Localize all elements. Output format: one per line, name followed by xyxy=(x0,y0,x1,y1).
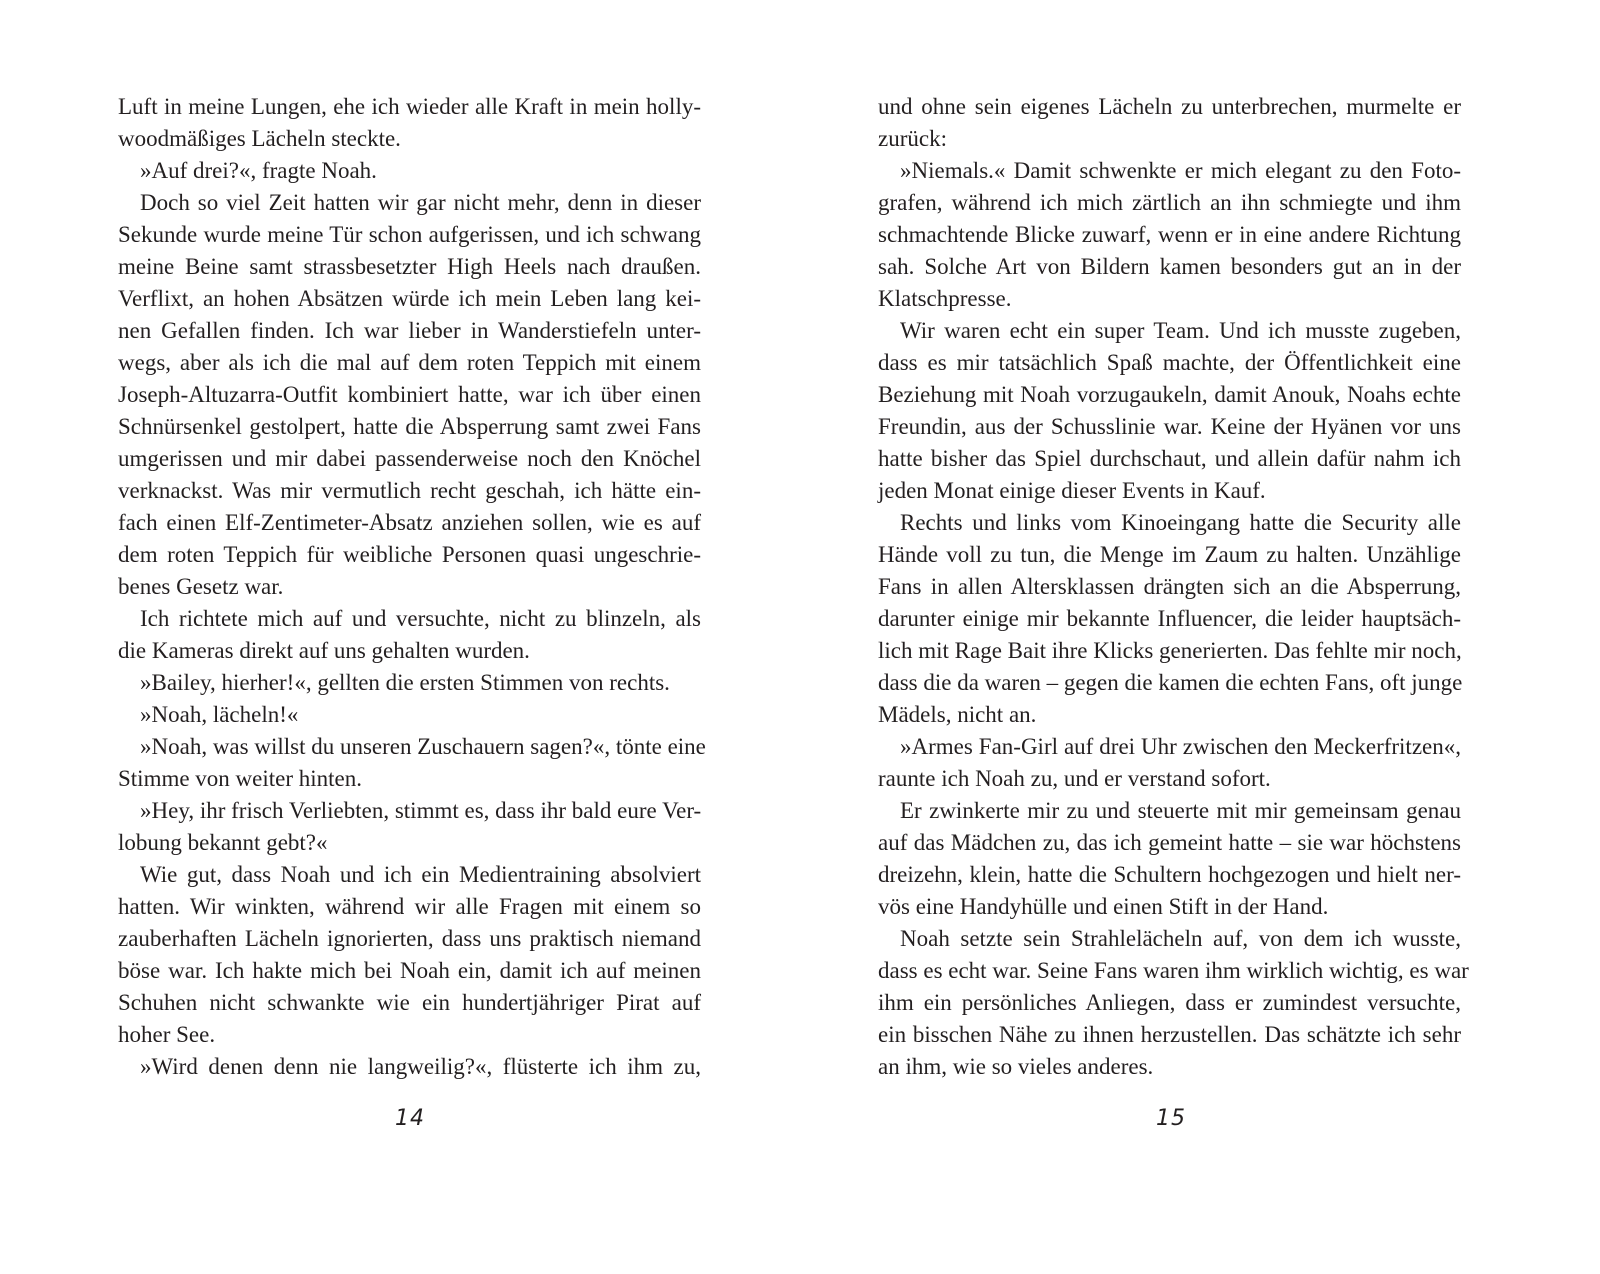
text-line: Verflixt, an hohen Absätzen würde ich mein Leben lang kei- xyxy=(118,286,701,311)
text-line: Noah setzte sein Strahlelächeln auf, von dem ich wusste, xyxy=(900,926,1461,951)
text-line: zauberhaften Lächeln ignorierten, dass uns praktisch niemand xyxy=(118,926,701,951)
text-line: Wir waren echt ein super Team. Und ich musste zugeben, xyxy=(900,318,1461,343)
right-page-text xyxy=(878,91,1469,1083)
text-line: umgerissen und mir dabei passenderweise noch den Knöchel xyxy=(118,446,701,471)
text-line: sah. Solche Art von Bildern kamen besonders gut an in der xyxy=(878,254,1461,279)
text-line: dem roten Teppich für weibliche Personen quasi ungeschrie- xyxy=(118,542,701,567)
text-line: Wie gut, dass Noah und ich ein Medientraining absolviert xyxy=(140,862,701,887)
text-line: Luft in meine Lungen, ehe ich wieder alle Kraft in mein holly- xyxy=(118,94,701,119)
text-line: wegs, aber als ich die mal auf dem roten Teppich mit einem xyxy=(118,350,701,375)
text-line: »Bailey, hierher!«, gellten die ersten Stimmen von rechts. xyxy=(140,670,670,695)
text-line: grafen, während ich mich zärtlich an ihn schmiegte und ihm xyxy=(878,190,1461,215)
text-line: darunter einige mir bekannte Influencer, die leider hauptsäch- xyxy=(878,606,1461,631)
text-line: ein bisschen Nähe zu ihnen herzustellen. Das schätzte ich sehr xyxy=(878,1022,1461,1047)
text-line: böse war. Ich hakte mich bei Noah ein, damit ich auf meinen xyxy=(118,958,701,983)
text-line: Doch so viel Zeit hatten wir gar nicht mehr, denn in dieser xyxy=(140,190,701,215)
text-line: »Noah, was willst du unseren Zuschauern sagen?«, tönte eine xyxy=(140,734,706,759)
text-line: Fans in allen Altersklassen drängten sich an die Absperrung, xyxy=(878,574,1461,599)
text-line: »Noah, lächeln!« xyxy=(140,702,299,727)
text-line: an ihm, wie so vieles anderes. xyxy=(878,1054,1154,1079)
right-page xyxy=(800,0,1600,1274)
text-line: meine Beine samt strassbesetzter High Heels nach draußen. xyxy=(118,254,701,279)
text-line: dass es mir tatsächlich Spaß machte, der Öffentlichkeit eine xyxy=(878,350,1461,375)
text-line: lich mit Rage Bait ihre Klicks generierten. Das fehlte mir noch, xyxy=(878,638,1462,663)
text-line: und ohne sein eigenes Lächeln zu unterbrechen, murmelte er xyxy=(878,94,1461,119)
text-line: benes Gesetz war. xyxy=(118,574,284,599)
text-line: Mädels, nicht an. xyxy=(878,702,1037,727)
left-page-text xyxy=(118,91,706,1083)
text-line: dreizehn, klein, hatte die Schultern hochgezogen und hielt ner- xyxy=(878,862,1461,887)
text-line: Joseph-Altuzarra-Outfit kombiniert hatte, war ich über einen xyxy=(118,382,701,407)
text-line: lobung bekannt gebt?« xyxy=(118,830,328,855)
text-line: dass es echt war. Seine Fans waren ihm wirklich wichtig, es war xyxy=(878,958,1469,983)
text-line: Freundin, aus der Schusslinie war. Keine der Hyänen vor uns xyxy=(878,414,1461,439)
text-line: »Auf drei?«, fragte Noah. xyxy=(140,158,377,183)
text-line: Ich richtete mich auf und versuchte, nicht zu blinzeln, als xyxy=(140,606,701,631)
text-line: »Hey, ihr frisch Verliebten, stimmt es, dass ihr bald eure Ver- xyxy=(140,798,702,823)
text-line: Stimme von weiter hinten. xyxy=(118,766,363,791)
text-line: jeden Monat einige dieser Events in Kauf. xyxy=(878,478,1266,503)
text-line: Schnürsenkel gestolpert, hatte die Absperrung samt zwei Fans xyxy=(118,414,701,439)
page-number-right: 15 xyxy=(1156,1106,1186,1131)
text-line: vös eine Handyhülle und einen Stift in der Hand. xyxy=(878,894,1329,919)
page-number-left: 14 xyxy=(395,1106,425,1131)
text-line: Sekunde wurde meine Tür schon aufgerissen, und ich schwang xyxy=(118,222,701,247)
text-line: dass die da waren – gegen die kamen die echten Fans, oft junge xyxy=(878,670,1463,695)
text-line: ihm ein persönliches Anliegen, dass er zumindest versuchte, xyxy=(878,990,1461,1015)
text-line: »Armes Fan-Girl auf drei Uhr zwischen den Meckerfritzen«, xyxy=(900,734,1461,759)
text-line: auf das Mädchen zu, das ich gemeint hatte – sie war höchstens xyxy=(878,830,1461,855)
text-line: Schuhen nicht schwankte wie ein hundertjähriger Pirat auf xyxy=(118,990,701,1015)
text-line: »Wird denen denn nie langweilig?«, flüsterte ich ihm zu, xyxy=(140,1054,701,1079)
text-line: Klatschpresse. xyxy=(878,286,1012,311)
text-line: nen Gefallen finden. Ich war lieber in Wanderstiefeln unter- xyxy=(118,318,701,343)
text-line: fach einen Elf-Zentimeter-Absatz anziehen sollen, wie es auf xyxy=(118,510,701,535)
text-line: die Kameras direkt auf uns gehalten wurden. xyxy=(118,638,530,663)
text-line: Rechts und links vom Kinoeingang hatte die Security alle xyxy=(900,510,1461,535)
text-line: »Niemals.« Damit schwenkte er mich elegant zu den Foto- xyxy=(900,158,1461,183)
text-line: raunte ich Noah zu, und er verstand sofort. xyxy=(878,766,1271,791)
text-line: hoher See. xyxy=(118,1022,216,1047)
text-line: Beziehung mit Noah vorzugaukeln, damit Anouk, Noahs echte xyxy=(878,382,1461,407)
text-line: Er zwinkerte mir zu und steuerte mit mir gemeinsam genau xyxy=(900,798,1461,823)
text-line: Hände voll zu tun, die Menge im Zaum zu halten. Unzählige xyxy=(878,542,1461,567)
text-line: schmachtende Blicke zuwarf, wenn er in eine andere Richtung xyxy=(878,222,1461,247)
text-line: woodmäßiges Lächeln steckte. xyxy=(118,126,401,151)
text-line: zurück: xyxy=(878,126,947,151)
text-line: hatten. Wir winkten, während wir alle Fragen mit einem so xyxy=(118,894,701,919)
text-line: hatte bisher das Spiel durchschaut, und allein dafür nahm ich xyxy=(878,446,1461,471)
text-line: verknackst. Was mir vermutlich recht geschah, ich hätte ein- xyxy=(118,478,701,503)
